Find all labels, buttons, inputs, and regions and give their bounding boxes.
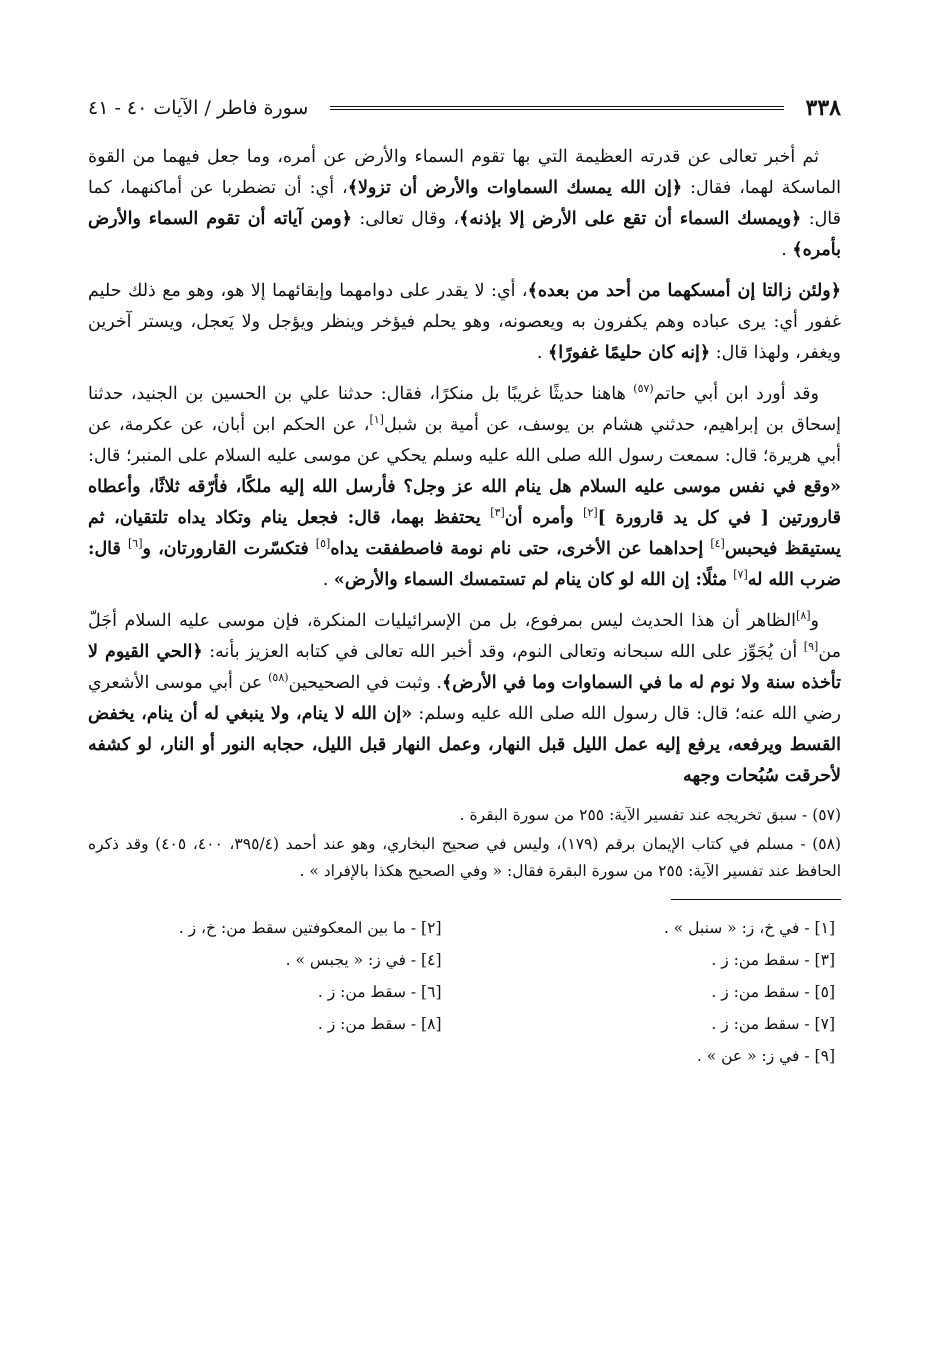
running-head xyxy=(88,88,841,128)
quoted-text: فتكسّرت القارورتان، و xyxy=(142,539,316,559)
text-run: . xyxy=(536,343,549,363)
manuscript-variants-notes xyxy=(88,914,841,1070)
text-run: . xyxy=(781,240,793,260)
text-run: ، عن الحكم ابن أبان، عن عكرمة، عن أبي هريرة؛ قال: سمعت رسول الله صلى الله عليه وسلم يحكي عن موسى عليه السلام على المنبر؛ قال: xyxy=(88,415,841,466)
paragraph xyxy=(88,276,841,369)
text-run: ، وقال تعالى: xyxy=(351,209,460,229)
text-run: عن أبي موسى الأشعري رضي الله عنه؛ قال: قال رسول الله صلى الله عليه وسلم: xyxy=(88,673,842,724)
text-run: . وثبت في الصحيحين xyxy=(288,673,442,693)
quoted-text: ﴿ومن آياته أن تقوم السماء والأرض بأمره﴾ xyxy=(88,209,841,260)
note-marker: [٩] xyxy=(803,640,819,654)
body-text xyxy=(88,142,841,792)
paragraph xyxy=(88,606,841,792)
variant-note: [٧] - سقط من: ز . xyxy=(711,1015,835,1033)
variant-note: [٢] - ما بين المعكوفتين سقط من: خ، ز . xyxy=(178,919,442,937)
footnotes-section xyxy=(88,802,841,885)
note-marker: [٢] xyxy=(583,506,598,520)
quoted-text: مثلًا: إن الله لو كان ينام لم تستمسك السماء والأرض» xyxy=(333,570,734,590)
text-run: هاهنا حديثًا غريبًا بل منكرًا، فقال: حدثنا علي بن الحسين بن الجنيد، حدثنا إسحاق بن إبراهيم، حدثني هشام بن يوسف، عن أمية بن شبل xyxy=(88,384,842,435)
text-run: ، أي: أن تضطربا عن أماكنهما، كما قال: xyxy=(88,178,841,229)
variant-note: [٤] - في ز: « يجبس » . xyxy=(285,951,442,969)
text-run: ، أي: لا يقدر على دوامهما وإبقائهما إلا هو، وهو مع ذلك حليم غفور أي: يرى عباده وهم يكفرون به ويعصونه، وهو يحلم فيؤخر وينظر ويؤجل ولا يَعجل، ويستر آخرين ويغفر، ولهذا قال: xyxy=(88,281,841,363)
note-marker: [٤] xyxy=(710,537,725,551)
note-marker: [٧] xyxy=(733,568,748,582)
text-run: . xyxy=(322,570,334,590)
quoted-text: يحتفظ بهما، قال: فجعل ينام وتكاد يداه تلتقيان، ثم يستيقظ فيحبس xyxy=(88,508,841,559)
text-run: أن يُجَوِّز على الله سبحانه وتعالى النوم، وقد أخبر الله تعالى في كتابه العزيز بأنه: xyxy=(202,642,804,662)
note-marker: [٥] xyxy=(315,537,331,551)
footnote-separator-rule xyxy=(671,899,841,900)
quoted-text: «وقع في نفس موسى عليه السلام هل ينام الله عز وجل؟ فأرسل الله إليه ملكًا، فأرّقه ثلاثًا، وأعطاه قارورتين [ في كل يد قارورة ] xyxy=(88,477,841,528)
variant-note: [٩] - في ز: « عن » . xyxy=(696,1047,835,1065)
running-head-title: سورة فاطر / الآيات ٤٠ - ٤١ xyxy=(88,97,309,119)
page-number: ٣٣٨ xyxy=(805,95,841,121)
variant-note: [٦] - سقط من: ز . xyxy=(317,983,442,1001)
quoted-text: ﴿الحي القيوم لا تأخذه سنة ولا نوم له ما في السماوات وما في الأرض﴾ xyxy=(88,642,841,693)
variant-note: [٥] - سقط من: ز . xyxy=(711,983,835,1001)
quoted-text: وأمره أن xyxy=(504,508,584,528)
text-run: وقد أورد ابن أبي حاتم xyxy=(653,384,819,404)
quoted-text: «إن الله لا ينام، ولا ينبغي له أن ينام، يخفض القسط ويرفعه، يرفع إليه عمل الليل قبل النهار، وعمل النهار قبل الليل، حجابه النور أو النار، لو كشفه لأحرقت سُبُحات وجهه xyxy=(88,704,841,786)
footnote: (٥٨) - مسلم في كتاب الإيمان برقم (١٧٩)، وليس في صحيح البخاري، وهو عند أحمد (٣٩٥/٤، ٤٠٠، ٤٠٥) وقد ذكره الحافظ عند تفسير الآية: ٢٥٥ من سورة البقرة فقال: « وفي الصحيح هكذا بالإفراد » . xyxy=(88,835,842,880)
note-marker: (٥٧) xyxy=(633,382,654,396)
paragraph xyxy=(88,142,841,266)
note-marker: [٣] xyxy=(490,506,505,520)
text-run: الظاهر أن هذا الحديث ليس بمرفوع، بل من الإسرائيليات المنكرة، فإن موسى عليه السلام أجَلّ من xyxy=(88,611,842,662)
quoted-text: ﴿ويمسك السماء أن تقع على الأرض إلا بإذنه﴾ xyxy=(459,209,802,229)
note-marker: (٥٨) xyxy=(268,671,289,685)
paragraph xyxy=(88,379,841,596)
text-run: و xyxy=(810,611,819,631)
variant-note: [١] - في خ، ز: « سنبل » . xyxy=(663,919,835,937)
quoted-text: إحداهما عن الأخرى، حتى نام نومة فاصطفقت يداه xyxy=(330,539,711,559)
quoted-text: قال: ضرب الله له xyxy=(88,539,841,590)
header-rule xyxy=(330,106,783,110)
quoted-text: ﴿إن الله يمسك السماوات والأرض أن تزولا﴾ xyxy=(347,178,683,198)
variant-note: [٣] - سقط من: ز . xyxy=(711,951,835,969)
note-marker: [٨] xyxy=(796,609,811,623)
quoted-text: ﴿ولئن زالتا إن أمسكهما من أحد من بعده﴾ xyxy=(527,281,841,301)
variant-note: [٨] - سقط من: ز . xyxy=(317,1015,442,1033)
note-marker: [١] xyxy=(369,413,384,427)
quoted-text: ﴿إنه كان حليمًا غفورًا﴾ xyxy=(548,343,711,363)
note-marker: [٦] xyxy=(128,537,143,551)
footnote: (٥٧) - سبق تخريجه عند تفسير الآية: ٢٥٥ من سورة البقرة . xyxy=(459,806,841,824)
text-run: ثم أخبر تعالى عن قدرته العظيمة التي بها تقوم السماء والأرض عن أمره، وما جعل فيهما من القوة الماسكة لهما، فقال: xyxy=(88,147,842,198)
